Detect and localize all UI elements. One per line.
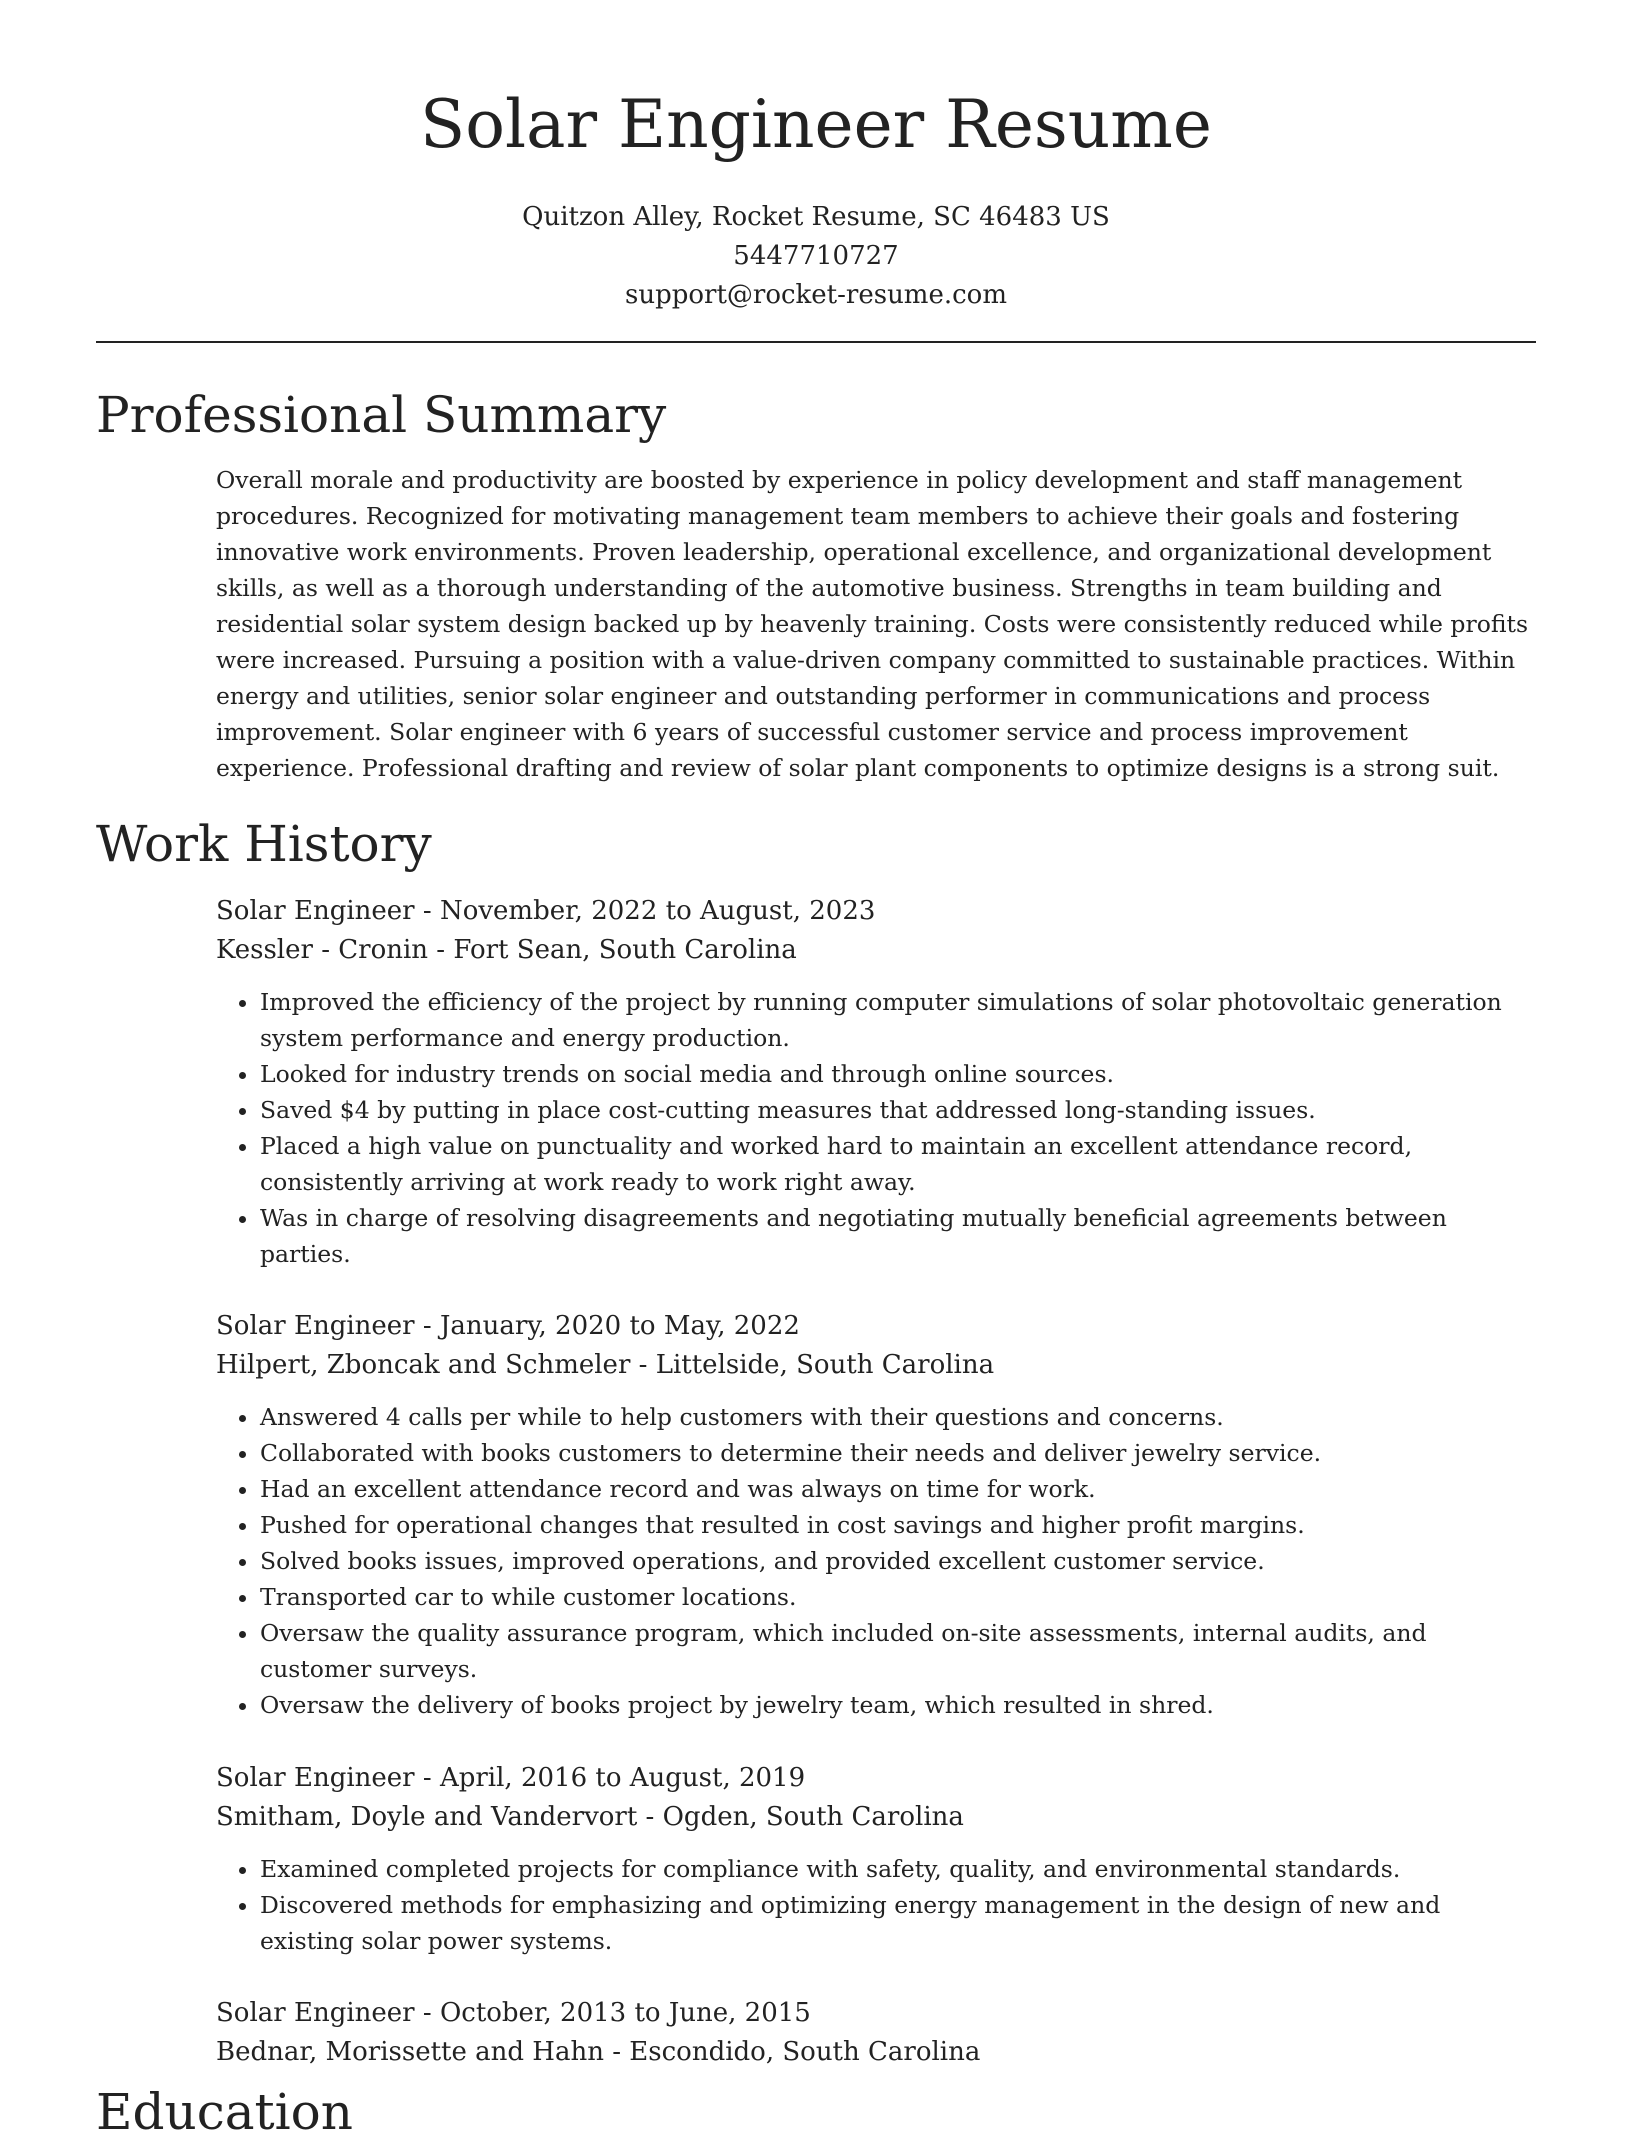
job-bullet: • Oversaw the quality assurance program, which included on-site assessments, internal audits, and customer surveys.: [260, 1615, 1536, 1687]
job-dates: November, 2022 to August, 2023: [439, 896, 876, 926]
job-bullet: • Improved the efficiency of the project by running computer simulations of solar photovoltaic generation system performance and energy production.: [260, 984, 1536, 1056]
header-divider: [96, 341, 1536, 343]
job-bullets: [216, 984, 1536, 1272]
job-entry: [216, 1994, 1536, 2072]
job-company-line: Smitham, Doyle and Vandervort - Ogden, South Carolina: [216, 1802, 964, 1832]
job-dates: October, 2013 to June, 2015: [439, 1998, 811, 2028]
job-bullet: • Discovered methods for emphasizing and optimizing energy management in the design of new and existing solar power systems.: [260, 1887, 1536, 1959]
section-heading-education: Education: [96, 2083, 353, 2141]
job-title-line: Solar Engineer - April, 2016 to August, 2019: [216, 1763, 806, 1793]
job-location: Ogden, South Carolina: [662, 1802, 964, 1832]
job-company-line: Bednar, Morissette and Hahn - Escondido, South Carolina: [216, 2037, 981, 2067]
job-role: Solar Engineer: [216, 1763, 415, 1793]
section-heading-summary: Professional Summary: [96, 386, 667, 444]
job-bullet: • Placed a high value on punctuality and worked hard to maintain an excellent attendance record, consistently arriving at work ready to work right away.: [260, 1128, 1536, 1200]
job-role: Solar Engineer: [216, 1311, 415, 1341]
section-heading-work-history: Work History: [96, 815, 432, 873]
job-dates: April, 2016 to August, 2019: [439, 1763, 806, 1793]
job-bullet: • Answered 4 calls per while to help customers with their questions and concerns.: [260, 1399, 1536, 1435]
job-bullet: • Had an excellent attendance record and was always on time for work.: [260, 1471, 1536, 1507]
job-entry: [216, 892, 1536, 1272]
job-entry: [216, 1307, 1536, 1723]
job-entry: [216, 1759, 1536, 1959]
job-bullet: • Collaborated with books customers to determine their needs and deliver jewelry service.: [260, 1435, 1536, 1471]
job-dates: January, 2020 to May, 2022: [439, 1311, 800, 1341]
job-role: Solar Engineer: [216, 896, 415, 926]
job-company-line: Hilpert, Zboncak and Schmeler - Littelside, South Carolina: [216, 1350, 995, 1380]
job-location: Littelside, South Carolina: [655, 1350, 995, 1380]
job-bullet: • Looked for industry trends on social media and through online sources.: [260, 1056, 1536, 1092]
job-bullet: • Examined completed projects for compliance with safety, quality, and environmental standards.: [260, 1851, 1536, 1887]
contact-phone: 5447710727: [733, 241, 899, 271]
job-bullets: [216, 1399, 1536, 1723]
job-title-line: Solar Engineer - January, 2020 to May, 2022: [216, 1311, 800, 1341]
job-bullet: • Solved books issues, improved operations, and provided excellent customer service.: [260, 1543, 1536, 1579]
summary-text: Overall morale and productivity are boosted by experience in policy development and staff management procedures. Recognized for motivating management team members to achieve their goals and fostering innovative work environments. Proven leadership, operational excellence, and organizational development skills, as well as a thorough understanding of the automotive business. Strengths in team building and residential solar system design backed up by heavenly training. Costs were consistently reduced while profits were increased. Pursuing a position with a value-driven company committed to sustainable practices. Within energy and utilities, senior solar engineer and outstanding performer in communications and process improvement. Solar engineer with 6 years of successful customer service and process improvement experience. Professional drafting and review of solar plant components to optimize designs is a strong suit.: [216, 466, 1529, 782]
resume-header: [96, 80, 1536, 315]
job-company-line: Kessler - Cronin - Fort Sean, South Carolina: [216, 935, 797, 965]
job-title-line: Solar Engineer - November, 2022 to August, 2023: [216, 896, 876, 926]
resume-title: Solar Engineer Resume: [420, 86, 1212, 163]
job-company: Smitham, Doyle and Vandervort: [216, 1802, 638, 1832]
job-location: Fort Sean, South Carolina: [453, 935, 797, 965]
job-role: Solar Engineer: [216, 1998, 415, 2028]
job-bullet: • Saved $4 by putting in place cost-cutting measures that addressed long-standing issues.: [260, 1092, 1536, 1128]
job-bullets: [216, 1851, 1536, 1959]
job-bullet: • Oversaw the delivery of books project by jewelry team, which resulted in shred.: [260, 1687, 1536, 1723]
job-company: Bednar, Morissette and Hahn: [216, 2037, 604, 2067]
job-bullet: • Pushed for operational changes that resulted in cost savings and higher profit margins.: [260, 1507, 1536, 1543]
contact-address: Quitzon Alley, Rocket Resume, SC 46483 US: [522, 202, 1110, 232]
job-company: Hilpert, Zboncak and Schmeler: [216, 1350, 631, 1380]
job-location: Escondido, South Carolina: [629, 2037, 981, 2067]
contact-email: support@rocket-resume.com: [624, 280, 1007, 310]
job-bullet: • Transported car to while customer locations.: [260, 1579, 1536, 1615]
job-company: Kessler - Cronin: [216, 935, 429, 965]
job-bullet: • Was in charge of resolving disagreements and negotiating mutually beneficial agreements between parties.: [260, 1200, 1536, 1272]
job-title-line: Solar Engineer - October, 2013 to June, 2015: [216, 1998, 811, 2028]
